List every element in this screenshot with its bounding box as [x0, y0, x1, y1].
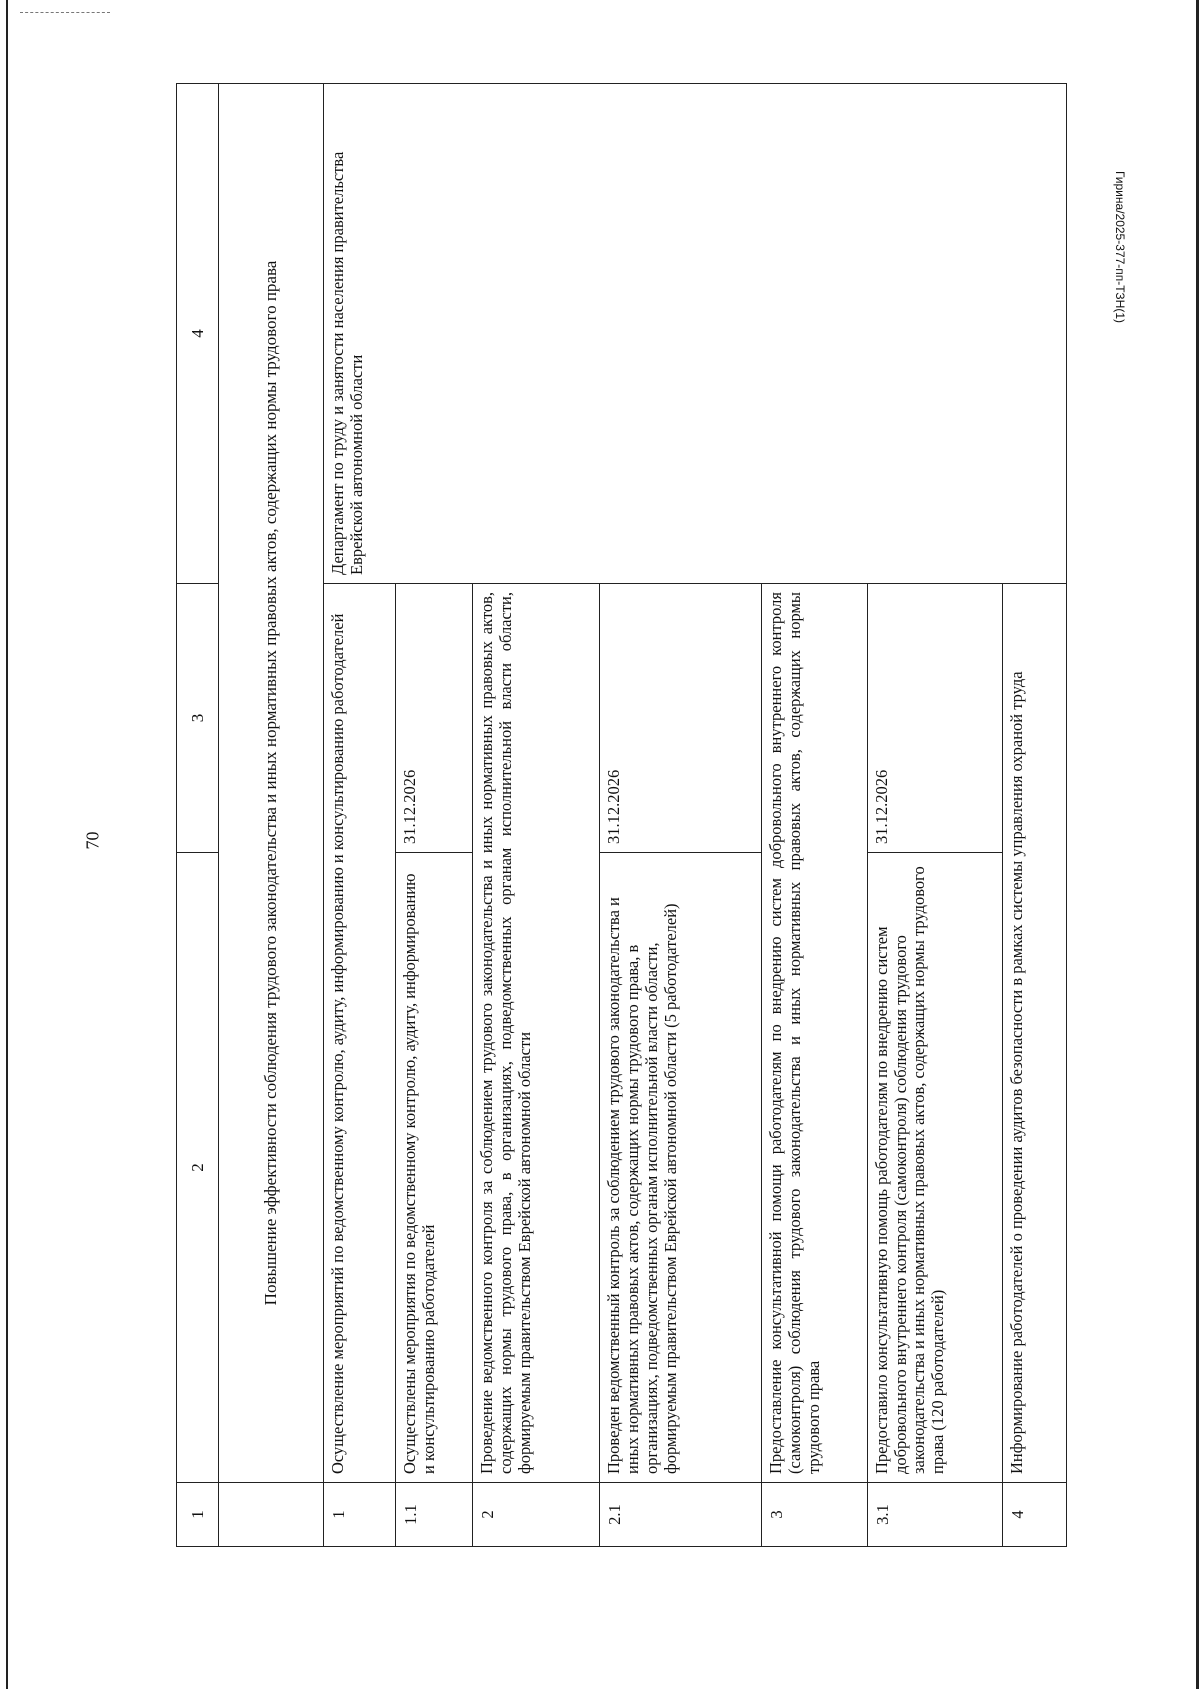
header-cell-2: 2: [177, 853, 219, 1483]
row-text: Предоставление консультативной помощи работодателям по внедрению систем добровольного внутреннего контроля (самоконтроля) соблюдения трудового законодательства и иных нормативных правовых актов, содержащих нормы трудового права: [762, 584, 867, 1483]
section-row: [219, 84, 324, 1547]
row-date: 31.12.2026: [600, 584, 762, 853]
row-date: 31.12.2026: [867, 584, 1003, 853]
row-text: Проведен ведомственный контроль за соблюдением трудового законодательства и иных нормативных правовых актов, содержащих нормы трудового права, в организациях, подведомственных органам исполнительной власти области, формируемым правительством Еврейской автономной области (5 работодателей): [600, 853, 762, 1483]
row-date: 31.12.2026: [396, 584, 473, 853]
scan-border-left: [6, 0, 8, 1689]
responsible-department: Департамент по труду и занятости населения правительства Еврейской автономной области: [324, 84, 1067, 584]
header-row: [177, 84, 219, 1547]
row-text: Осуществлены мероприятия по ведомственному контролю, аудиту, информированию и консультированию работодателей: [396, 853, 473, 1483]
scan-mark: [20, 12, 110, 14]
row-number: 2.1: [600, 1483, 762, 1547]
row-number: 3: [762, 1483, 867, 1547]
row-text: Предоставило консультативную помощь работодателям по внедрению систем добровольного внутреннего контроля (самоконтроля) соблюдения трудового законодательства и иных нормативных правовых актов, содержащих нормы трудового права (120 работодателей): [867, 853, 1003, 1483]
header-cell-1: 1: [177, 1483, 219, 1547]
document-code: Гирина/2025-377-пп-ТЗН(1): [1113, 170, 1127, 323]
header-cell-3: 3: [177, 584, 219, 853]
header-cell-4: 4: [177, 84, 219, 584]
rotated-table-wrapper: [176, 84, 1067, 1547]
section-title: Повышение эффективности соблюдения трудового законодательства и иных нормативных правовых актов, содержащих нормы трудового права: [219, 84, 324, 1483]
measures-table: [176, 83, 1067, 1547]
section-num-cell: [219, 1483, 324, 1547]
row-number: 2: [473, 1483, 600, 1547]
row-number: 4: [1003, 1483, 1067, 1547]
row-number: 1: [324, 1483, 396, 1547]
row-text: Проведение ведомственного контроля за соблюдением трудового законодательства и иных нормативных правовых актов, содержащих нормы трудового права, в организациях, подведомственных органам исполнительной власти области, формируемым правительством Еврейской автономной области: [473, 584, 600, 1483]
row-number: 3.1: [867, 1483, 1003, 1547]
page-number: 70: [82, 831, 103, 850]
table-row: [324, 84, 396, 1547]
row-text: Информирование работодателей о проведении аудитов безопасности в рамках системы управления охраной труда: [1003, 584, 1067, 1483]
row-text: Осуществление мероприятий по ведомственному контролю, аудиту, информированию и консультированию работодателей: [324, 584, 396, 1483]
scan-border-right: [1196, 0, 1199, 1689]
row-number: 1.1: [396, 1483, 473, 1547]
